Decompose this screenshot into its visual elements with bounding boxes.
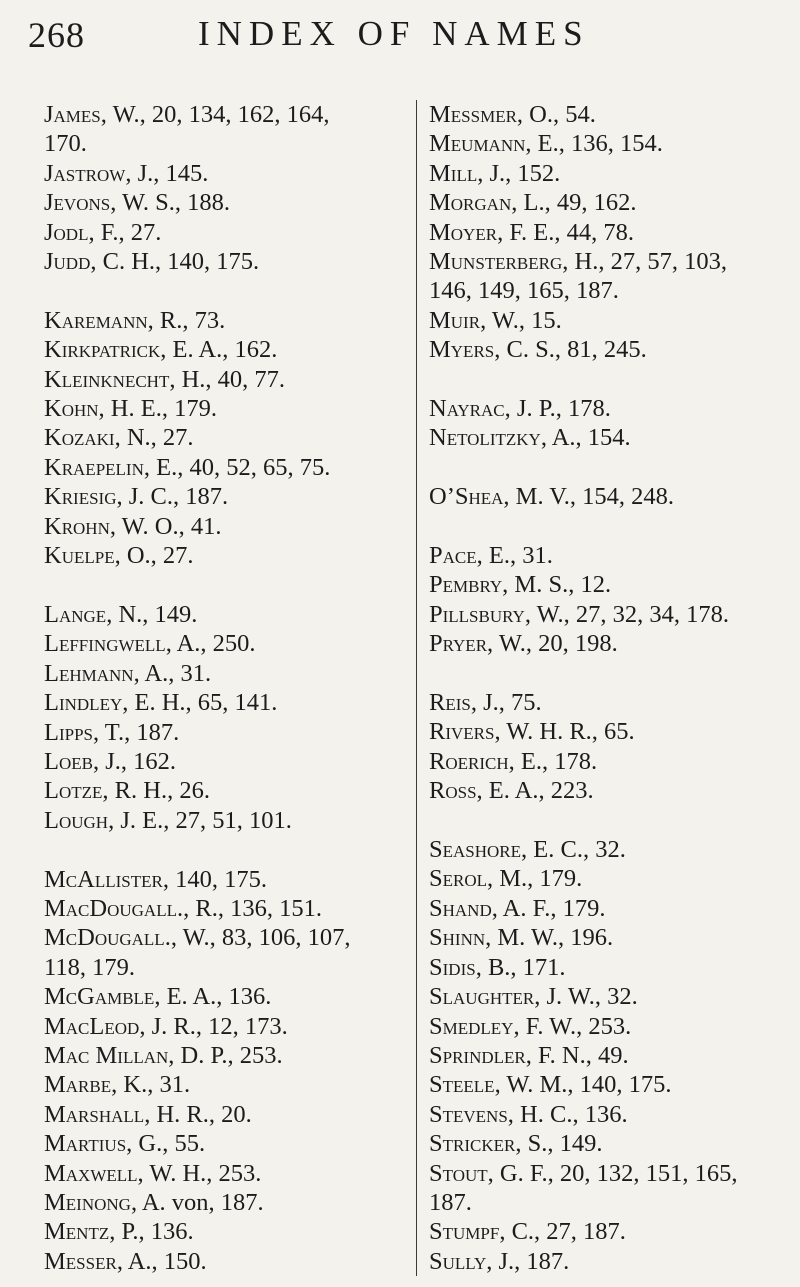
index-entry: Pembry, M. S., 12. — [429, 571, 612, 599]
index-entry: Leffingwell, A., 250. — [44, 630, 256, 658]
index-entry: Netolitzky, A., 154. — [429, 424, 631, 452]
index-entry: Marbe, K., 31. — [44, 1071, 191, 1099]
index-entry: Shand, A. F., 179. — [429, 894, 606, 922]
index-entry: Sidis, B., 171. — [429, 953, 566, 981]
index-entry: Lipps, T., 187. — [44, 718, 180, 746]
index-group-j — [44, 100, 404, 276]
index-entry: Pryer, W., 20, 198. — [429, 630, 618, 658]
index-entry: Munsterberg, H., 27, 57, 103, 146, 149, 165, 187. — [429, 248, 727, 305]
index-entry: Moyer, F. E., 44, 78. — [429, 218, 634, 246]
index-group-m-cont — [429, 100, 800, 365]
index-entry: Meinong, A. von, 187. — [44, 1188, 264, 1216]
index-entry: Serol, M., 179. — [429, 865, 583, 893]
index-entry: Kozaki, N., 27. — [44, 424, 194, 452]
index-entry: Sully, J., 187. — [429, 1247, 570, 1275]
index-entry: James, W., 20, 134, 162, 164, 170. — [44, 101, 330, 158]
index-entry: Stumpf, C., 27, 187. — [429, 1218, 626, 1246]
index-entry: Mac Millan, D. P., 253. — [44, 1041, 283, 1069]
index-entry: Messer, A., 150. — [44, 1247, 207, 1275]
index-entry: Jodl, F., 27. — [44, 218, 162, 246]
index-entry: Stout, G. F., 20, 132, 151, 165, 187. — [429, 1159, 738, 1216]
index-entry: Lough, J. E., 27, 51, 101. — [44, 806, 292, 834]
index-group-p — [429, 541, 800, 659]
index-entry: Loeb, J., 162. — [44, 747, 177, 775]
index-entry: Sprindler, F. N., 49. — [429, 1041, 629, 1069]
index-group-k — [44, 306, 404, 571]
index-entry: Kirkpatrick, E. A., 162. — [44, 336, 278, 364]
index-group-l — [44, 600, 404, 835]
index-group-o — [429, 482, 800, 511]
index-entry: MacLeod, J. R., 12, 173. — [44, 1012, 288, 1040]
index-entry: Roerich, E., 178. — [429, 747, 598, 775]
index-entry: Kuelpe, O., 27. — [44, 542, 194, 570]
index-entry: McAllister, 140, 175. — [44, 865, 267, 893]
index-entry: Shinn, M. W., 196. — [429, 924, 614, 952]
index-entry: Kleinknecht, H., 40, 77. — [44, 365, 286, 393]
index-entry: Meumann, E., 136, 154. — [429, 130, 663, 158]
index-entry: Lehmann, A., 31. — [44, 659, 212, 687]
index-column-right — [416, 100, 800, 1276]
index-entry: Mentz, P., 136. — [44, 1218, 194, 1246]
index-entry: Krohn, W. O., 41. — [44, 512, 222, 540]
index-entry: Ross, E. A., 223. — [429, 777, 594, 805]
index-entry: Rivers, W. H. R., 65. — [429, 718, 635, 746]
index-entry: McDougall., W., 83, 106, 107, 118, 179. — [44, 924, 351, 981]
index-entry: Messmer, O., 54. — [429, 101, 596, 128]
index-entry: Lindley, E. H., 65, 141. — [44, 689, 278, 717]
index-entry: Morgan, L., 49, 162. — [429, 189, 637, 217]
index-entry: Mill, J., 152. — [429, 159, 561, 187]
index-entry: Stevens, H. C., 136. — [429, 1100, 628, 1128]
index-entry: Maxwell, W. H., 253. — [44, 1159, 262, 1187]
index-entry: Kraepelin, E., 40, 52, 65, 75. — [44, 453, 331, 481]
index-entry: Stricker, S., 149. — [429, 1130, 603, 1158]
index-entry: Reis, J., 75. — [429, 689, 542, 717]
index-entry: Jevons, W. S., 188. — [44, 189, 231, 217]
index-entry: Pillsbury, W., 27, 32, 34, 178. — [429, 600, 729, 628]
index-entry: Marshall, H. R., 20. — [44, 1100, 252, 1128]
index-entry: Jastrow, J., 145. — [44, 159, 209, 187]
index-entry: McGamble, E. A., 136. — [44, 983, 272, 1011]
index-entry: Lotze, R. H., 26. — [44, 777, 210, 805]
index-entry: Kohn, H. E., 179. — [44, 395, 217, 423]
index-entry: Martius, G., 55. — [44, 1130, 206, 1158]
index-entry: Karemann, R., 73. — [44, 306, 226, 334]
index-entry: Smedley, F. W., 253. — [429, 1012, 632, 1040]
index-entry: Nayrac, J. P., 178. — [429, 395, 611, 423]
index-entry: Seashore, E. C., 32. — [429, 836, 626, 864]
index-column-left — [44, 100, 404, 1276]
index-entry: Pace, E., 31. — [429, 542, 553, 570]
index-group-n — [429, 394, 800, 453]
index-entry: Judd, C. H., 140, 175. — [44, 248, 260, 276]
index-entry: Myers, C. S., 81, 245. — [429, 336, 647, 364]
index-entry: Muir, W., 15. — [429, 306, 562, 334]
index-entry: Kriesig, J. C., 187. — [44, 483, 229, 511]
index-entry: O’Shea, M. V., 154, 248. — [429, 483, 675, 511]
index-group-s — [429, 835, 800, 1276]
index-entry: Slaughter, J. W., 32. — [429, 983, 638, 1011]
index-entry: MacDougall., R., 136, 151. — [44, 894, 322, 922]
index-entry: Steele, W. M., 140, 175. — [429, 1071, 672, 1099]
index-entry: Lange, N., 149. — [44, 600, 198, 628]
index-group-r — [429, 688, 800, 806]
index-group-m — [44, 865, 404, 1277]
page-header — [0, 14, 800, 64]
running-title: INDEX OF NAMES — [198, 14, 590, 53]
page-number: 268 — [28, 15, 85, 55]
